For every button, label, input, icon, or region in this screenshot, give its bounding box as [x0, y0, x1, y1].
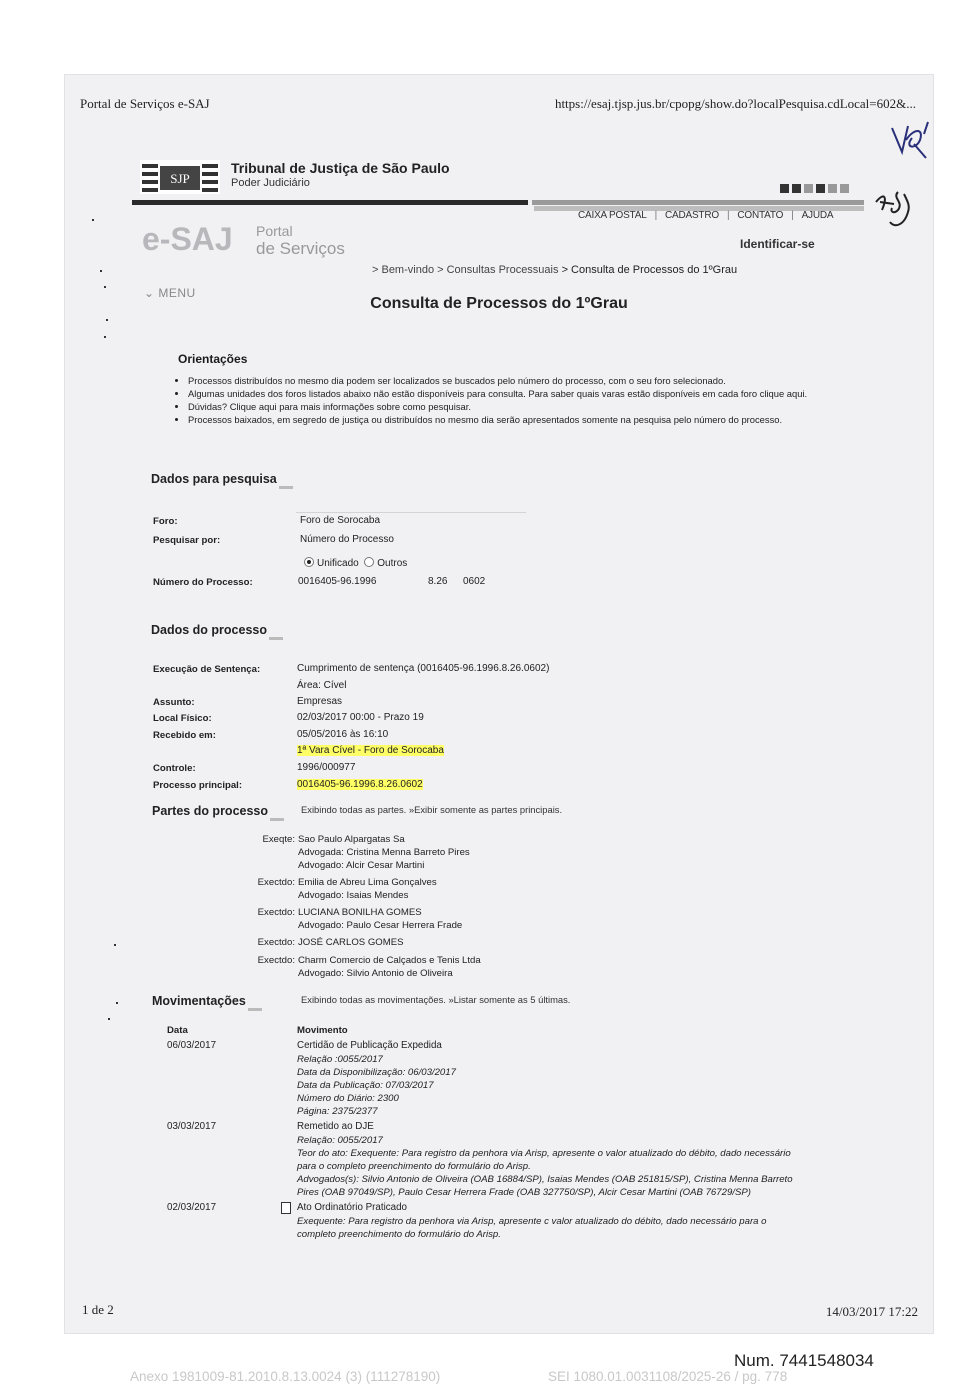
party-role: Exectdo: [257, 907, 295, 918]
party-name: Charm Comercio de Calçados e Tenis Ltda [298, 955, 481, 966]
controle-value: 1996/000977 [297, 762, 356, 773]
scan-speck [104, 336, 106, 338]
esaj-brand: e-SAJ [142, 221, 233, 257]
party-name: LUCIANA BONILHA GOMES [298, 907, 422, 918]
party-name: JOSÉ CARLOS GOMES [298, 937, 404, 948]
party-role: Exectdo: [257, 955, 295, 966]
section-partes: Partes do processo [152, 804, 284, 821]
execucao-value: Cumprimento de sentença (0016405-96.1996.8.26.0602) [297, 663, 550, 674]
mov-detail: Data da Publicação: 07/03/2017 [297, 1080, 434, 1091]
party-lawyer: Advogado: Alcir Cesar Martini [298, 860, 425, 871]
numero-input-3[interactable]: 0602 [463, 576, 486, 587]
execucao-label: Execução de Sentença: [153, 664, 261, 675]
local-fisico-value: 02/03/2017 00:00 - Prazo 19 [297, 712, 424, 723]
mov-title: Remetido ao DJE [297, 1121, 374, 1132]
mov-detail: Data da Disponibilização: 06/03/2017 [297, 1067, 456, 1078]
foro-select[interactable]: Foro de Sorocaba [300, 515, 381, 526]
mov-detail: Relação :0055/2017 [297, 1054, 383, 1065]
link-ajuda[interactable]: AJUDA [801, 210, 834, 221]
processo-principal-label: Processo principal: [153, 780, 243, 791]
mov-detail: Teor do ato: Exequente: Para registro da penhora via Arisp, apresente o valor atualizado do débito, dado necessário [297, 1148, 791, 1159]
breadcrumb [372, 264, 737, 276]
mov-detail: para o completo preenchimento do formulário do Arisp. [297, 1161, 531, 1172]
link-cadastro[interactable]: CADASTRO [664, 210, 719, 221]
pesquisar-select[interactable]: Número do Processo [300, 534, 394, 545]
mov-detail: Relação: 0055/2017 [297, 1135, 383, 1146]
mov-detail: Pires (OAB 97049/SP), Paulo Cesar Herrera Frade (OAB 327750/SP), Alcir Cesar Martini (OAB 76729/SP) [297, 1187, 751, 1198]
handwritten-signature-2 [870, 182, 920, 234]
document-number-stamp: Num. 7441548034 [734, 1351, 874, 1370]
print-header-url: https://esaj.tjsp.jus.br/cpopg/show.do?localPesquisa.cdLocal=602&... [554, 96, 916, 111]
tribunal-subtitle: Poder Judiciário [231, 177, 310, 189]
orientacao-item: • Processos baixados, em segredo de justiça ou distribuídos no mesmo dia serão apresentados somente na pesquisa pelo número do processo. [188, 413, 868, 426]
mov-detail: Advogados(s): Silvio Antonio de Oliveira (OAB 16884/SP), Isaias Mendes (OAB 251815/SP), Cristina Menna Barreto [297, 1174, 793, 1185]
section-movimentacoes: Movimentações [152, 994, 262, 1011]
mov-detail: completo preenchimento do formulário do Arisp. [297, 1229, 501, 1240]
radio-outros[interactable] [364, 557, 374, 567]
radio-outros-label: Outros [377, 558, 408, 569]
recebido-label: Recebido em: [153, 730, 216, 741]
radio-unificado-label: Unificado [317, 558, 359, 569]
numero-processo-label: Número do Processo: [153, 577, 253, 588]
tjsp-logo [140, 160, 220, 194]
section-dados-pesquisa: Dados para pesquisa [151, 472, 293, 489]
mov-title: Certidão de Publicação Expedida [297, 1040, 442, 1051]
top-links: CAIXA POSTAL | CADASTRO | CONTATO | AJUDA [578, 210, 834, 221]
link-contato[interactable]: CONTATO [737, 210, 784, 221]
link-caixa-postal[interactable]: CAIXA POSTAL [578, 210, 647, 221]
chevron-down-icon: ⌄ [144, 286, 159, 300]
print-footer-page: 1 de 2 [82, 1302, 114, 1317]
orientacoes-list [176, 374, 868, 426]
party-role: Exeqte: [262, 834, 295, 845]
mov-detail: Página: 2375/2377 [297, 1106, 378, 1117]
mov-detail: Exequente: Para registro da penhora via Arisp, apresente c valor atualizado do débito, dado necessário para o [297, 1216, 767, 1227]
breadcrumb-current: > Consulta de Processos do 1ºGrau [561, 264, 738, 276]
controle-label: Controle: [153, 763, 196, 774]
scan-speck [106, 319, 108, 321]
party-role: Exectdo: [257, 877, 295, 888]
numero-input-2[interactable]: 8.26 [428, 576, 448, 587]
col-header-movimento: Movimento [297, 1025, 348, 1036]
annex-watermark: Anexo 1981009-81.2010.8.13.0024 (3) (111278190) [130, 1369, 441, 1384]
sei-watermark: SEI 1080.01.0031108/2025-26 / pg. 778 [548, 1369, 788, 1384]
document-icon[interactable] [281, 1202, 291, 1214]
partes-toggle-note[interactable]: Exibindo todas as partes. »Exibir somente as partes principais. [301, 804, 563, 815]
scan-speck [116, 1002, 118, 1004]
radio-unificado[interactable] [304, 557, 314, 567]
processo-principal-value[interactable]: 0016405-96.1996.8.26.0602 [297, 779, 423, 790]
party-lawyer: Advogado: Silvio Antonio de Oliveira [298, 968, 453, 979]
party-name: Sao Paulo Alpargatas Sa [298, 834, 405, 845]
orientacao-item: • Dúvidas? Clique aqui para mais informações sobre como pesquisar. [188, 400, 868, 413]
esaj-line2: de Serviços [256, 239, 345, 258]
party-lawyer: Advogada: Cristina Menna Barreto Pires [298, 847, 470, 858]
identificar-link[interactable]: Identificar-se [740, 237, 815, 251]
scan-speck [104, 286, 106, 288]
area-value: Área: Cível [297, 680, 347, 691]
header-bar-dark [132, 200, 528, 205]
vara-value: 1ª Vara Cível - Foro de Sorocaba [297, 745, 444, 756]
party-role: Exectdo: [257, 937, 295, 948]
print-header-title: Portal de Serviços e-SAJ [80, 96, 210, 111]
mov-date: 02/03/2017 [167, 1202, 217, 1213]
scan-speck [100, 270, 102, 272]
esaj-line1: Portal [256, 223, 293, 239]
recebido-value: 05/05/2016 às 16:10 [297, 729, 389, 740]
print-footer-datetime: 14/03/2017 17:22 [825, 1304, 918, 1319]
party-lawyer: Advogado: Paulo Cesar Herrera Frade [298, 920, 463, 931]
menu-label: MENU [158, 286, 196, 300]
header-bar-gray [532, 200, 864, 205]
page-title: Consulta de Processos do 1ºGrau [370, 295, 628, 312]
radio-group [304, 557, 407, 569]
party-name: Emilia de Abreu Lima Gonçalves [298, 877, 437, 888]
orientacao-item: • Algumas unidades dos foros listados abaixo não estão disponíveis para consulta. Para saber quais varas estão disponíveis em cada foro clique aqui. [188, 387, 868, 400]
foro-label: Foro: [153, 516, 178, 527]
movimentacoes-toggle-note[interactable]: Exibindo todas as movimentações. »Listar somente as 5 últimas. [301, 994, 571, 1005]
esaj-portal-logo [142, 218, 382, 258]
header-decoration [780, 184, 849, 193]
party-lawyer: Advogado: Isaias Mendes [298, 890, 409, 901]
handwritten-signature-1 [884, 114, 934, 164]
section-dados-processo: Dados do processo [151, 623, 283, 640]
local-fisico-label: Local Físico: [153, 713, 212, 724]
breadcrumb-consultas[interactable]: > Consultas Processuais [437, 264, 559, 276]
assunto-label: Assunto: [153, 697, 195, 708]
breadcrumb-home[interactable]: > Bem-vindo [372, 264, 435, 276]
mov-title: Ato Ordinatório Praticado [297, 1202, 407, 1213]
scan-speck [114, 944, 116, 946]
scan-speck [108, 1018, 110, 1020]
mov-detail: Número do Diário: 2300 [297, 1093, 399, 1104]
tribunal-title: Tribunal de Justiça de São Paulo [231, 160, 450, 176]
mov-date: 03/03/2017 [167, 1121, 217, 1132]
scanned-page [64, 74, 934, 1334]
mov-date: 06/03/2017 [167, 1040, 217, 1051]
col-header-data: Data [167, 1025, 188, 1036]
scan-speck [92, 219, 94, 221]
pesquisar-label: Pesquisar por: [153, 535, 221, 546]
tjsp-logo-letters: SJP [170, 171, 190, 186]
orientacoes-title: Orientações [178, 352, 248, 366]
orientacao-item: • Processos distribuídos no mesmo dia podem ser localizados se buscados pelo número do processo, com o seu foro selecionado. [188, 374, 868, 387]
assunto-value: Empresas [297, 696, 343, 707]
numero-input-1[interactable]: 0016405-96.1996 [298, 576, 377, 587]
